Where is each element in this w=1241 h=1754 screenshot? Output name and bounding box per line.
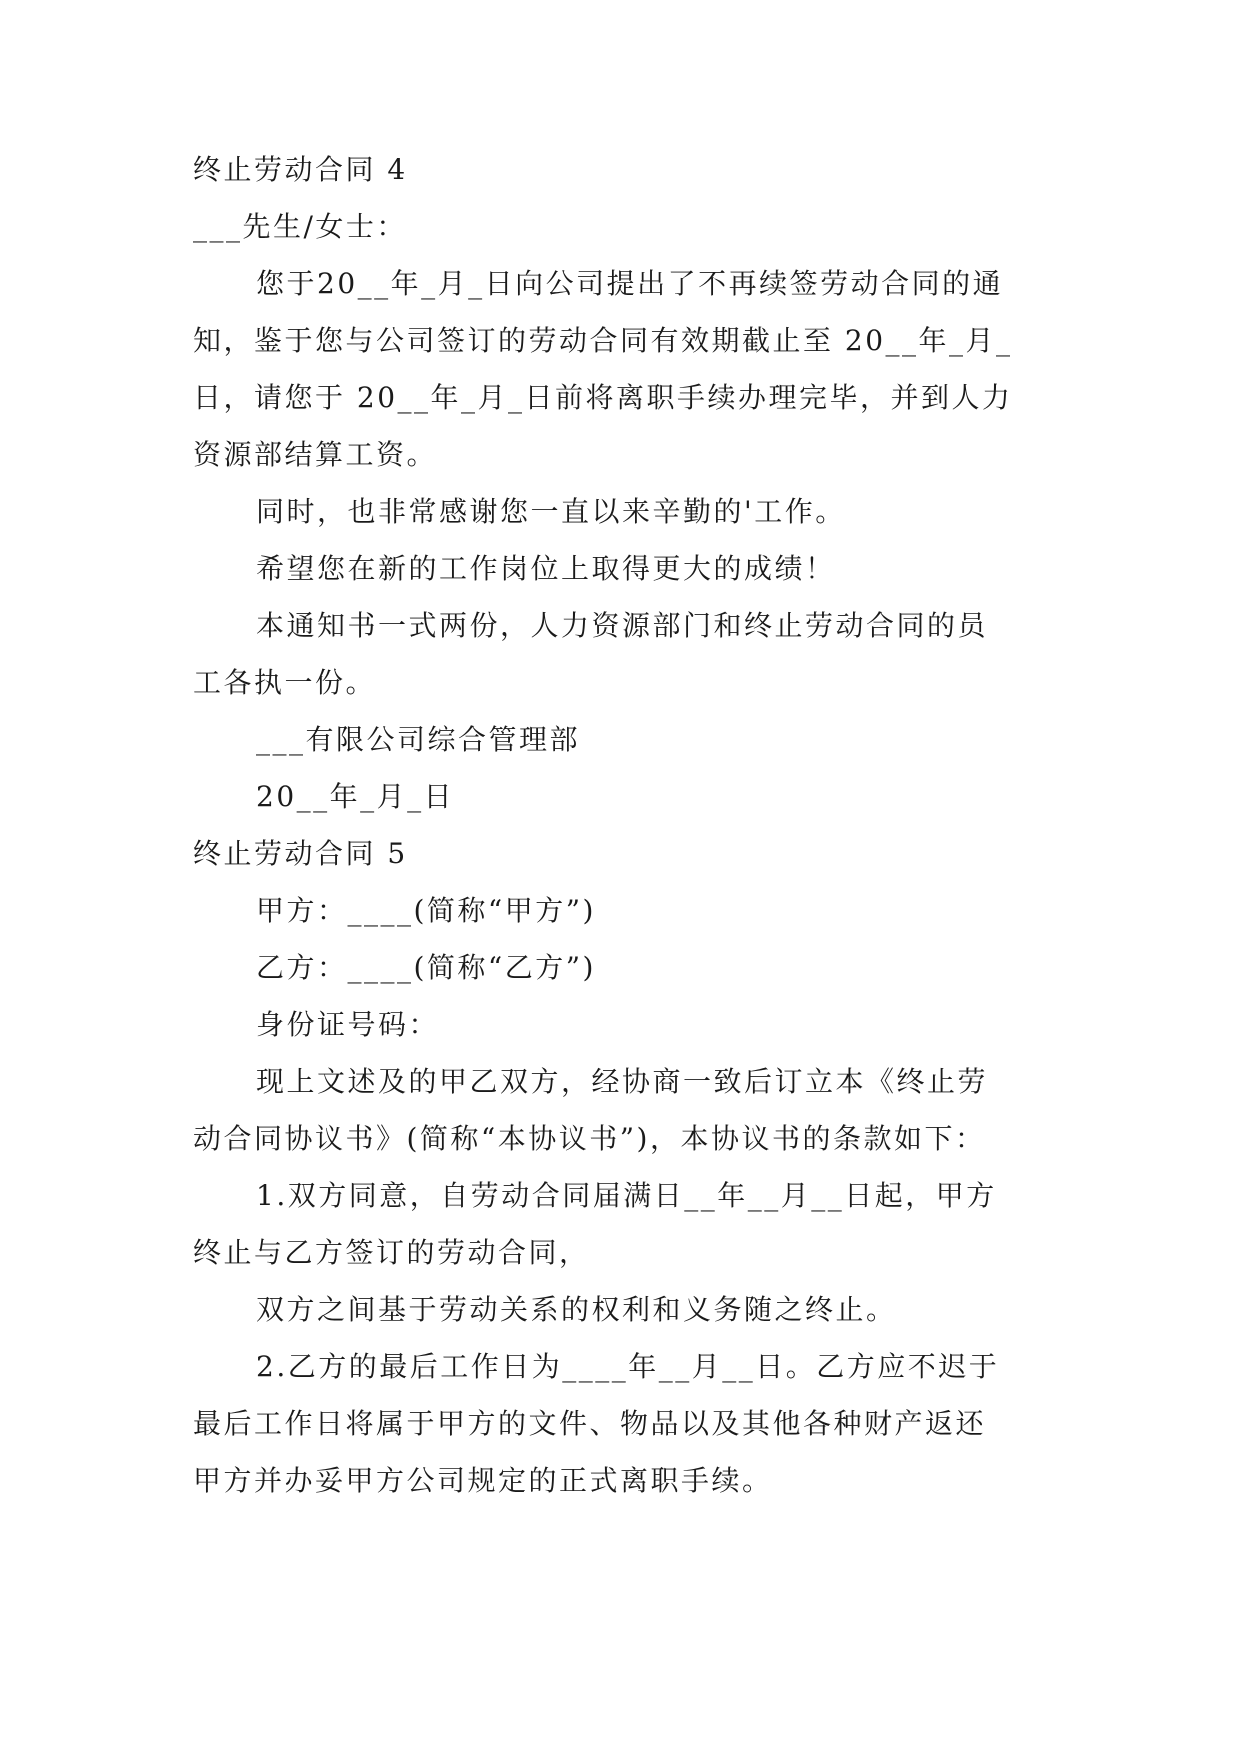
clause-line: 终止与乙方签订的劳动合同， <box>193 1236 590 1269</box>
section-title: 终止劳动合同 4 <box>193 153 408 186</box>
clause-line: 双方之间基于劳动关系的权利和义务随之终止。 <box>256 1293 897 1326</box>
paragraph-line: 您于20__年_月_日向公司提出了不再续签劳动合同的通 <box>256 267 1004 300</box>
clause-line: 最后工作日将属于甲方的文件、物品以及其他各种财产返还 <box>193 1407 987 1440</box>
salutation: ___先生/女士： <box>193 210 407 243</box>
paragraph-line: 知，鉴于您与公司签订的劳动合同有效期截止至 20__年_月_ <box>193 324 1013 357</box>
id-number-line: 身份证号码： <box>256 1008 440 1041</box>
paragraph-line: 希望您在新的工作岗位上取得更大的成绩！ <box>256 552 836 585</box>
paragraph-line: 工各执一份。 <box>193 666 377 699</box>
paragraph-line: 动合同协议书》(简称“本协议书”)，本协议书的条款如下： <box>193 1122 986 1155</box>
party-b-line: 乙方：____(简称“乙方”) <box>256 951 596 984</box>
paragraph-line: 日，请您于 20__年_月_日前将离职手续办理完毕，并到人力 <box>193 381 1013 414</box>
paragraph-line: 资源部结算工资。 <box>193 438 438 471</box>
party-a-line: 甲方：____(简称“甲方”) <box>256 894 596 927</box>
paragraph-line: 同时，也非常感谢您一直以来辛勤的'工作。 <box>256 495 846 528</box>
clause-line: 2.乙方的最后工作日为____年__月__日。乙方应不迟于 <box>256 1350 1000 1383</box>
signature-org: ___有限公司综合管理部 <box>256 723 581 756</box>
clause-line: 甲方并办妥甲方公司规定的正式离职手续。 <box>193 1464 773 1497</box>
signature-date: 20__年_月_日 <box>256 780 455 813</box>
paragraph-line: 本通知书一式两份，人力资源部门和终止劳动合同的员 <box>256 609 989 642</box>
paragraph-line: 现上文述及的甲乙双方，经协商一致后订立本《终止劳 <box>256 1065 989 1098</box>
section-title: 终止劳动合同 5 <box>193 837 408 870</box>
clause-line: 1.双方同意，自劳动合同届满日__年__月__日起，甲方 <box>256 1179 997 1212</box>
